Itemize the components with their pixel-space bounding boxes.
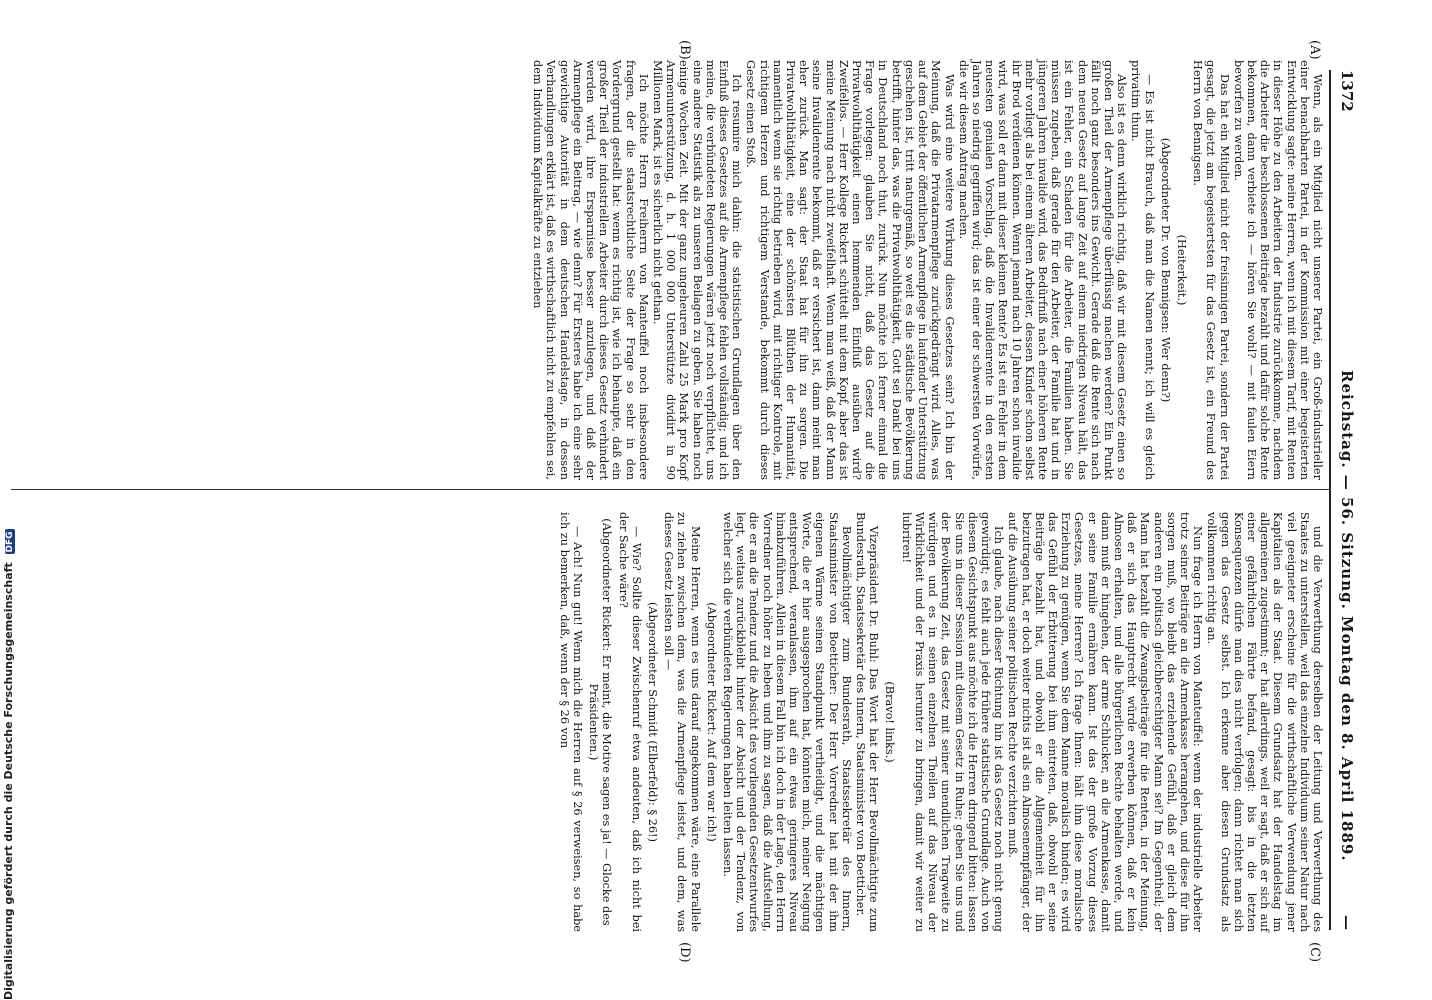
paragraph: Bevollmächtigter zum Bundesrath, Staatssekretär des Innern, Staatsminister von Boetticher: Der Herr Vorredner hat mit der ihm eigenen Wärme seinen Standpunkt vertheidigt, und die mächtigen Worte, die er hier ausgesprochen hat, könnten mich, meiner Neigung entsprechend, veranlassen, ihm auf ein etwas geringeres Niveau hinabzuführen. Allein in diesem Fall bin ich doch in der Lage, den Herrn Vorredner noch höher zu heben und ihm zu sagen, daß die Aufstellung, die er an die Tendenz und die Absicht des vorliegenden Gesetzentwurfes legt, weitaus zurückbleibt hinter der Absicht und der Tendenz, von welcher sich die verbündeten Regierungen haben leiten lassen. xyxy=(721,512,853,932)
paragraph: Nun frage ich Herrn von Manteuffel: wenn der industrielle Arbeiter trotz seiner Beiträge an die Armenkasse herangehen, und diese für ihn sorgen muß, wo bleibt das erziehende Gefühl, daß er gleich dem anderen ein politisch gleichberechtigter Mann sei? Im Gegentheil; der Mann hat bezahlt die Zwangsbeiträge für die Renten, in der Meinung, daß er sich das Hauptrecht würde erwerben können, daß er kein Almosen erhalten, und alle bürgerlichen Rechte behalten werde, und dann muß er hingehen, der arme Schlucker, an die Armenkasse, damit er seine Familie ernähren kann. Ist das der große Vorzug dieses Gesetzes, meine Herren? Ich frage Ihnen: hält ihm diese moralische Erziehung zu genügen, wenn Sie dem Manne moralisch binden; es wird das Gefühl der Erbitterung bei ihm eintreten, daß, obwohl er seine Beiträge bezahlt hat, und obwohl er die Allgemeinheit für ihn beizutragen hat, er doch weiter nichts ist als ein Almosenempfänger, der auf die Ausübung seiner politischen Rechte verzichten muß. xyxy=(1006,512,1205,932)
paragraph: Das hat ein Mitglied nicht der freisinnigen Partei, sondern der Partei gesagt, die jetzt am begeistertsten für das Gesetz ist, ein Freund des Herrn von Bennigsen. xyxy=(1191,60,1231,480)
right-column xyxy=(557,512,1324,932)
interjection: (Abgeordneter Schmidt (Elberfeld): § 26!) xyxy=(646,601,660,842)
digitization-credit xyxy=(2,0,18,1000)
paragraph: Ich resumire mich dahin: die statistischen Grundlagen über den Einfluß dieses Gesetzes auf die Armenpflege fehlen vollständig; und ich meine, die verbündeten Regierungen wären jetzt noch verpflichtet, uns eine andere Statistik als zu unseren Beilagen zu geben. Sie haben noch einige Wochen Zeit. Mit der ganz ungeheuren Zahl 25 Mark pro Kopf Armenunterstützung, d. h. 1 000 000 Unterstützte dividirt in 90 Millionen Mark, ist es sicherlich nicht gethan. xyxy=(651,60,744,480)
margin-marker-a: (A) xyxy=(1307,40,1322,60)
page-header xyxy=(1330,70,1356,930)
page-title: Reichstag. — 56. Sitzung. Montag den 8. April 1889. xyxy=(1338,370,1356,862)
margin-marker-c: (C) xyxy=(1307,942,1322,963)
dfg-logo: DFG xyxy=(5,531,15,553)
paragraph: — Ach! Nun gut! Wenn mich die Herren auf § 26 verweisen, so habe ich zu bemerken, daß, wenn der § 26 von xyxy=(557,512,585,932)
interjection: (Abgeordneter Rickert: Er meint, die Motive sagen es ja! — Glocke des Präsidenten.) xyxy=(587,518,614,926)
paragraph: Was wird eine weitere Wirkung dieses Gesetzes sein? Ich bin der Meinung, daß die Privatarmenpflege zurückgedrängt wird. Alles, was auf dem Gebiet der öffentlichen Armenpflege in laufender Unterstützung geschehen ist, tritt naturgemäß, so weit es die städtische Bevölkerung betrifft, hinter das, was die Privatwohlthätigkeit, Gott sei Dank! bei uns in Deutschland noch thut, zurück. Nun möchte ich ferner einmal die Frage vorlegen: glauben Sie nicht, daß das Gesetz auf die Privatwohlthätigkeit einen hemmenden Einfluß ausüben wird? Zweifellos. — Herr Kollege Rickert schüttelt mit dem Kopf, aber das ist meine Meinung nach nicht zweifelhaft. Wenn man weiß, daß der Mann seine Invalidenrente bekommt, daß er versichert ist, dann meint man eher zurück. Man sagt: der Staat hat für ihn zu sorgen. Die Privatwohlthätigkeit, eine der schönsten Blüthen der Humanität, namentlich wenn sie richtig betrieben wird, mit richtiger Kontrole, mit richtigem Herzen und richtigem Verstande, bekommt durch dieses Gesetz einen Stoß. xyxy=(744,60,956,480)
margin-marker-b: (B) xyxy=(677,40,692,60)
paragraph: Wenn, als ein Mitglied nicht unserer Partei, ein Groß-industrieller einer benachbarten Partei, in der Kommission mit einer begeisterten Entwicklung sagte: meine Herren, wenn ich mit diesem Tarif, mit Renten in dieser Höhe zu den Arbeitern der Industrie zurückkomme, nachdem die Arbeiter die beschlossenen Beiträge bezahlt und dafür solche Rente bekommen, dann verbiete ich — hören Sie wohl? — mit faulen Eiern beworfen zu werden. xyxy=(1231,60,1324,480)
paragraph: — Es ist nicht Brauch, daß man die Namen nennt; ich will es gleich privatim thun. xyxy=(1129,60,1156,480)
interjection: (Bravo! links.) xyxy=(883,681,897,763)
page-number: 1372 xyxy=(1338,70,1356,112)
header-dash: — xyxy=(1338,915,1356,930)
left-column xyxy=(530,60,1324,480)
interjection: (Abgeordneter Rickert: Auf dem war ich!) xyxy=(704,602,718,842)
paragraph: Ich möchte Herrn Freiherrn von Manteuffel noch insbesondere fragen, der die staatsrechtliche Seite der Frage so sehr in den Vordergrund gestellt hat: wenn es richtig ist, wie ich behaupte, daß ein großer Theil der industriellen Arbeiter durch dieses Gesetz verhindert werden wird, ihre Ersparnisse besser anzulegen, und daß der Armenpflege ein Beitrag, — wie denn? Für Ersteres habe ich eine sehr gewichtige Autorität in dem deutschen Handelstage, in dessen Verhandlungen erklärt ist, daß es wirthschaftlich nicht zu empfehlen sei, dem Individuum Kapitalkräfte zu entziehen xyxy=(531,60,650,480)
interjection: (Heiterkeit.) xyxy=(1174,234,1188,306)
credit-text: Digitalisierung gefördert durch die Deutsche Forschungsgemeinschaft xyxy=(2,562,15,1000)
paragraph: und die Verwerthung derselben der Leitung und Verwerthung des Staates zu unterstellen, weil das einzelne Individuum seiner Natur nach viel geeigneter erscheine für die wirthschaftliche Verwendung jener Kapitalien als der Staat. Diesem Grundsatz hat der Handelstag im allgemeinen zugestimmt; er hat allerdings, weil er sagt, daß er sich auf einer gefährlichen Fährte befand, gesagt: bis in die letzten Konsequenzen dürfe man dies nicht verfolgen; dann richtet man sich gegen das Gesetz selbst. Ich erkenne aber diesen Grundsatz als vollkommen richtig an. xyxy=(1205,512,1324,932)
paragraph: Vizepräsident Dr. Buhl: Das Wort hat der Herr Bevollmächtigte zum Bundesrath, Staatssekretär des Innern, Staatsminister von Boetticher. xyxy=(854,512,881,932)
interjection: (Abgeordneter Dr. von Bennigsen: Wer denn?) xyxy=(1158,137,1172,403)
paragraph: Ich glaube, nach dieser Richtung hin ist das Gesetz noch nicht genug gewürdigt; es fehlt auch jede frühere statistische Grundlage. Auch von diesem Gesichtspunkt aus möchte ich die Herren dringend bitten: lassen Sie uns in dieser Session mit diesem Gesetz in Ruhe; geben Sie uns und der Bevölkerung Zeit, das Gesetz mit seiner unendlichen Tragweite zu würdigen und es in seinen einzelnen Theilen auf das Niveau der Wirklichkeit und der Praxis herunter zu bringen, damit wir weiter zu lubriren! xyxy=(899,512,1006,932)
margin-marker-d: (D) xyxy=(677,942,692,963)
paragraph: Also ist es denn wirklich richtig, daß wir mit diesem Gesetz einen so großen Theil der Armenpflege überflüssig machen werden? Ein Punkt fällt noch ganz besonders ins Gewicht. Gerade daß die Rente sich nach dem neuen Gesetz auf lange Zeit auf einem niedrigen Niveau hält, das ist ein Fehler, ein Schaden für die Arbeiter, die Familien haben. Sie müssen zugeben, daß gerade für den Arbeiter, der Familie hat und in jüngeren Jahren invalide wird, das Bedürfniß nach einer höheren Rente mehr vorliegt als bei einem älteren Arbeiter, dessen Kinder schon selbst ihr Brod verdienen können. Wenn jemand nach 10 Jahren schon invalide wird, was soll er dann mit dieser kleinen Rente? Es ist ein Fehler in dem neuesten genialen Vorschlag, daß die Invalidenrente in den ersten Jahren so niedrig gegriffen wird; das ist einer der schwersten Vorwürfe, die wir diesem Antrag machen. xyxy=(956,60,1129,480)
paragraph: Meine Herren, wenn es uns darauf angekommen wäre, eine Parallele zu ziehen zwischen dem, was die Armenpflege leistet, und dem, was dieses Gesetz leisten soll — xyxy=(662,512,702,932)
column-divider xyxy=(11,489,1329,490)
header-rule xyxy=(1329,70,1331,930)
paragraph: — Wie? Sollte dieser Zwischenruf etwa andeuten, daß ich nicht bei der Sache wäre? xyxy=(616,512,643,932)
